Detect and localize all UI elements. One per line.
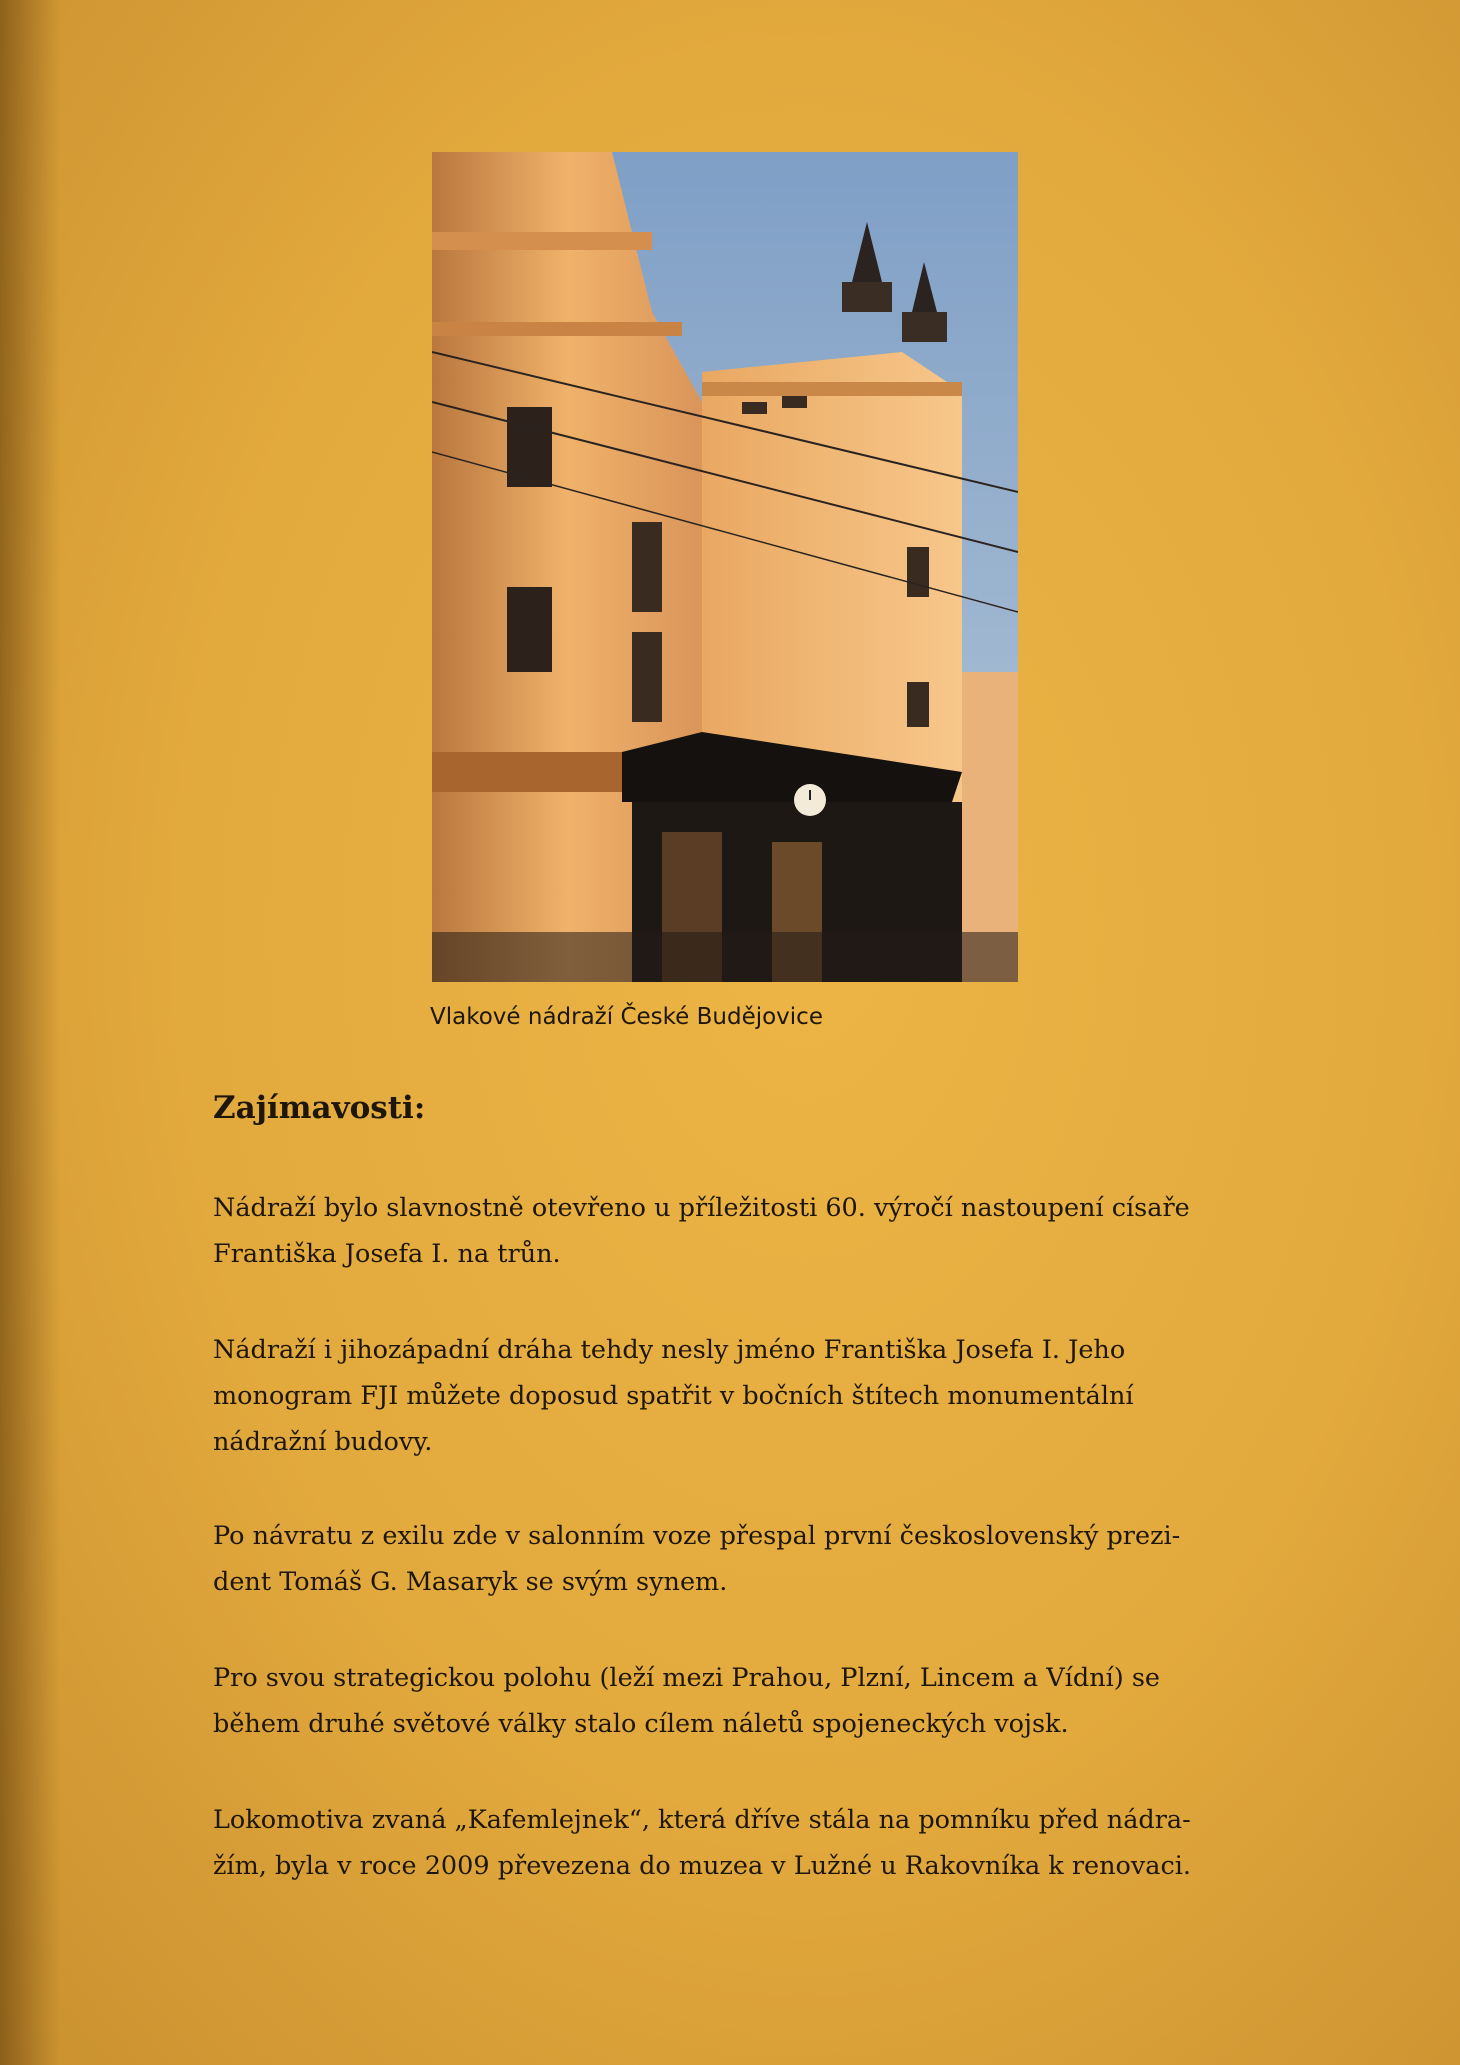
paragraph-opening [213,1185,1273,1277]
paragraph-line: Nádraží bylo slavnostně otevřeno u příležitosti 60. výročí nastoupení císaře [213,1193,1190,1223]
paragraph-line: dent Tomáš G. Masaryk se svým synem. [213,1567,728,1597]
photo-caption: Vlakové nádraží České Budějovice [430,1004,823,1030]
paragraph-line: nádražní budovy. [213,1427,433,1457]
paragraph-line: Po návratu z exilu zde v salonním voze přespal první československý prezi- [213,1521,1181,1551]
station-photo [432,152,1018,982]
page-gutter-shadow [0,0,60,2065]
paragraph-line: Františka Josefa I. na trůn. [213,1239,561,1269]
paragraph-line: žím, byla v roce 2009 převezena do muzea v Lužné u Rakovníka k renovaci. [213,1851,1192,1881]
paragraph-line: Nádraží i jihozápadní dráha tehdy nesly jméno Františka Josefa I. Jeho [213,1335,1126,1365]
train-station-building-icon [432,152,1018,982]
paragraph-line: Pro svou strategickou polohu (leží mezi Prahou, Plzní, Lincem a Vídní) se [213,1663,1161,1693]
paragraph-locomotive [213,1797,1273,1889]
paragraph-masaryk [213,1513,1273,1605]
paragraph-line: monogram FJI můžete doposud spatřit v bočních štítech monumentální [213,1381,1134,1411]
paragraph-war [213,1655,1273,1747]
paragraph-line: Lokomotiva zvaná „Kafemlejnek“, která dříve stála na pomníku před nádra- [213,1805,1191,1835]
section-heading: Zajímavosti: [213,1090,426,1126]
paragraph-line: během druhé světové války stalo cílem náletů spojeneckých vojsk. [213,1709,1069,1739]
paragraph-name [213,1327,1273,1465]
